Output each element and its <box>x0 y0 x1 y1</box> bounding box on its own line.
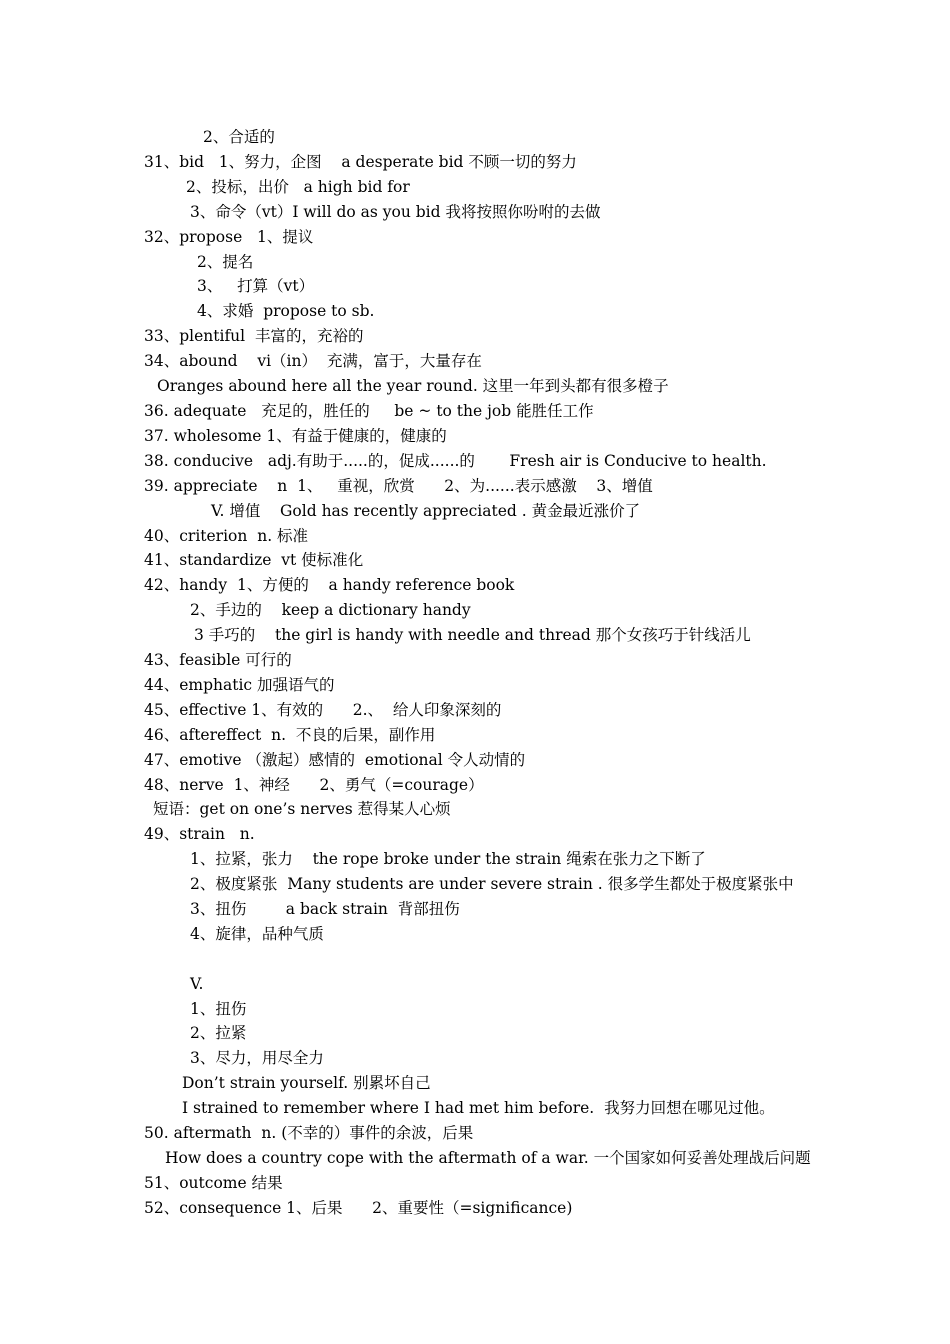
text-line: 48、nerve 1、神经 2、勇气（=courage） <box>144 776 484 794</box>
text-line: 36. adequate 充足的，胜任的 be ~ to the job 能胜任工作 <box>144 402 594 420</box>
text-line: How does a country cope with the aftermath of a war. 一个国家如何妥善处理战后问题 <box>165 1149 811 1167</box>
text-line: 44、emphatic 加强语气的 <box>144 676 335 694</box>
text-line: 3、扭伤 a back strain 背部扭伤 <box>190 900 460 918</box>
text-line: 2、手边的 keep a dictionary handy <box>190 601 471 619</box>
text-line: 2、合适的 <box>203 128 275 146</box>
text-line: V. <box>190 975 204 993</box>
text-line: 4、旋律，品种气质 <box>190 925 324 943</box>
text-line: V. 增值 Gold has recently appreciated . 黄金最近涨价了 <box>211 502 641 520</box>
text-line: 2、提名 <box>197 253 254 271</box>
text-line: 2、极度紧张 Many students are under severe strain . 很多学生都处于极度紧张中 <box>190 875 794 893</box>
text-line: 31、bid 1、努力，企图 a desperate bid 不顾一切的努力 <box>144 153 577 171</box>
text-line: 47、emotive （激起）感情的 emotional 令人动情的 <box>144 751 526 769</box>
text-line: 1、扭伤 <box>190 1000 247 1018</box>
text-line: 4、求婚 propose to sb. <box>197 302 375 320</box>
text-line: 52、consequence 1、后果 2、重要性（=significance) <box>144 1199 573 1217</box>
text-line: 50. aftermath n. (不幸的）事件的余波，后果 <box>144 1124 474 1142</box>
text-line: 43、feasible 可行的 <box>144 651 292 669</box>
text-line: 1、拉紧，张力 the rope broke under the strain 绳索在张力之下断了 <box>190 850 706 868</box>
text-line: 3 手巧的 the girl is handy with needle and thread 那个女孩巧于针线活儿 <box>194 626 751 644</box>
text-line: 49、strain n. <box>144 825 255 843</box>
text-line: Oranges abound here all the year round. 这里一年到头都有很多橙子 <box>157 377 669 395</box>
text-line: 2、拉紧 <box>190 1024 247 1042</box>
text-line: 短语：get on one’s nerves 惹得某人心烦 <box>153 800 451 818</box>
text-line: 40、criterion n. 标准 <box>144 527 309 545</box>
text-line: 2、投标，出价 a high bid for <box>186 178 410 196</box>
text-line: 42、handy 1、方便的 a handy reference book <box>144 576 515 594</box>
text-line: 37. wholesome 1、有益于健康的，健康的 <box>144 427 447 445</box>
text-line: I strained to remember where I had met him before. 我努力回想在哪见过他。 <box>182 1099 775 1117</box>
text-line: 3、尽力，用尽全力 <box>190 1049 324 1067</box>
text-line: 33、plentiful 丰富的，充裕的 <box>144 327 364 345</box>
text-line: 46、aftereffect n. 不良的后果，副作用 <box>144 726 436 744</box>
text-line: 32、propose 1、提议 <box>144 228 314 246</box>
text-line: Don’t strain yourself. 别累坏自己 <box>182 1074 431 1092</box>
text-line: 51、outcome 结果 <box>144 1174 283 1192</box>
text-line: 34、abound vi（in） 充满，富于，大量存在 <box>144 352 482 370</box>
text-line: 39. appreciate n 1、 重视，欣赏 2、为......表示感激 3、增值 <box>144 477 653 495</box>
text-line: 38. conducive adj.有助于.....的，促成......的 Fresh air is Conducive to health. <box>144 452 767 470</box>
text-line: 45、effective 1、有效的 2.、 给人印象深刻的 <box>144 701 502 719</box>
text-line: 41、standardize vt 使标准化 <box>144 551 364 569</box>
text-line: 3、 打算（vt） <box>197 277 315 295</box>
text-line: 3、命令（vt）I will do as you bid 我将按照你吩咐的去做 <box>190 203 601 221</box>
